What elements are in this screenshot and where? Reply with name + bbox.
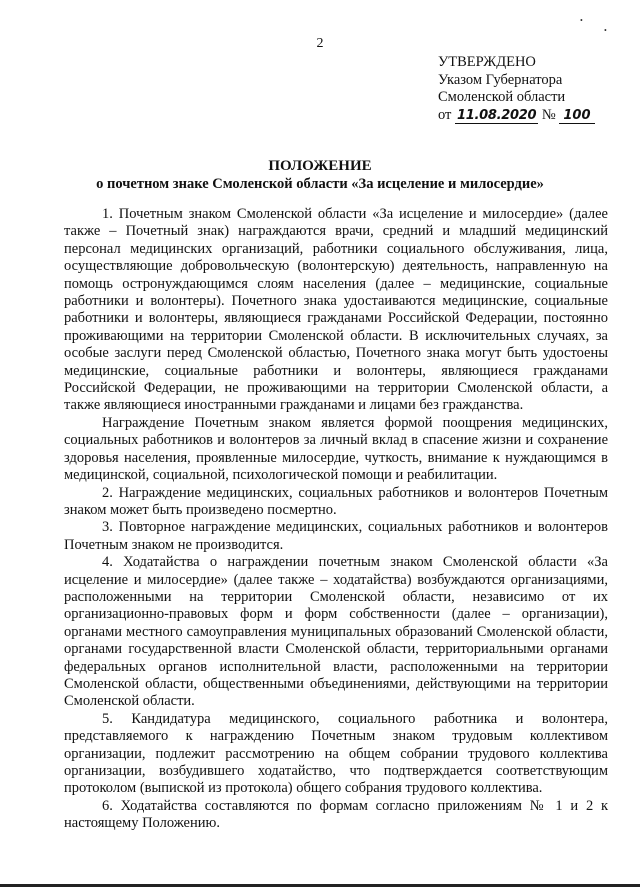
approval-date-prefix: от bbox=[438, 106, 452, 123]
approval-number-handwritten: 100 bbox=[559, 108, 594, 124]
paragraph-3: 3. Повторное награждение медицинских, социальных работников и волонтеров Почетным знаком не производится. bbox=[64, 519, 608, 553]
scan-speck: • bbox=[604, 26, 607, 35]
approval-number-sign: № bbox=[541, 106, 556, 123]
approval-date-number bbox=[438, 107, 628, 125]
approval-heading: УТВЕРЖДЕНО bbox=[438, 54, 536, 70]
page-bottom-edge bbox=[0, 884, 640, 887]
document-body bbox=[64, 206, 608, 833]
paragraph-1: 1. Почетным знаком Смоленской области «За исцеление и милосердие» (далее также – Почетный знак) награждаются врачи, средний и младший медицинский персонал медицинских организаций, работники социального обслуживания, лица, осуществляющие добровольческую (волонтерскую) деятельность, направленную на помощь остронуждающимся слоям населения (далее – медицинские, социальные работники и волонтеры). Почетного знака удостаиваются медицинские, социальные работники и волонтеры, являющиеся гражданами Российской Федерации, постоянно проживающими на территории Смоленской области. В исключительных случаях, за особые заслуги перед Смоленской областью, Почетного знака могут быть удостоены медицинские, социальные работники и волонтеры, являющиеся гражданами Российской Федерации, не проживающими на территории Смоленской области, а также являющиеся иностранными гражданами и лицами без гражданства. bbox=[64, 206, 608, 414]
approval-authority: Указом Губернатора bbox=[438, 71, 563, 88]
approval-region: Смоленской области bbox=[438, 89, 566, 105]
scan-speck: • bbox=[580, 16, 583, 25]
paragraph-6: 6. Ходатайства составляются по формам согласно приложениям № 1 и 2 к настоящему Положению. bbox=[64, 797, 608, 832]
paragraph-5: 5. Кандидатура медицинского, социального работника и волонтера, представляемого к награждению Почетным знаком трудовым коллективом организации, подлежит рассмотрению на общем собрании трудового коллектива организации, возбудившего ходатайство, что подтверждается соответствующим протоколом (выпиской из протокола) общего собрания трудового коллектива. bbox=[64, 710, 608, 797]
approval-stamp-block bbox=[438, 54, 628, 124]
page-number: 2 bbox=[316, 36, 324, 51]
paragraph-1-continued: Награждение Почетным знаком является формой поощрения медицинских, социальных работников и волонтеров за личный вклад в спасение жизни и сохранение здоровья населения, проявленные милосердие, чуткость, внимание к нуждающимся в медицинской, социальной, психологической помощи и реабилитации. bbox=[64, 414, 608, 484]
paragraph-4: 4. Ходатайства о награждении почетным знаком Смоленской области «За исцеление и милосердие» (далее также – ходатайства) возбуждаются организациями, расположенными на территории Смоленской области, независимо от их организационно-правовых форм и форм собственности (далее – организации), органами местного самоуправления муниципальных образований Смоленской области, органами государственной власти Смоленской области, территориальными органами федеральных органов исполнительной власти, расположенными на территории Смоленской области, общественными объединениями, действующими на территории Смоленской области. bbox=[64, 554, 608, 710]
paragraph-2: 2. Награждение медицинских, социальных работников и волонтеров Почетным знаком может быть произведено посмертно. bbox=[64, 484, 608, 518]
approval-date-handwritten: 11.08.2020 bbox=[457, 107, 537, 123]
document-subtitle: о почетном знаке Смоленской области «За исцеление и милосердие» bbox=[96, 176, 544, 192]
document-title: ПОЛОЖЕНИЕ bbox=[268, 158, 372, 174]
